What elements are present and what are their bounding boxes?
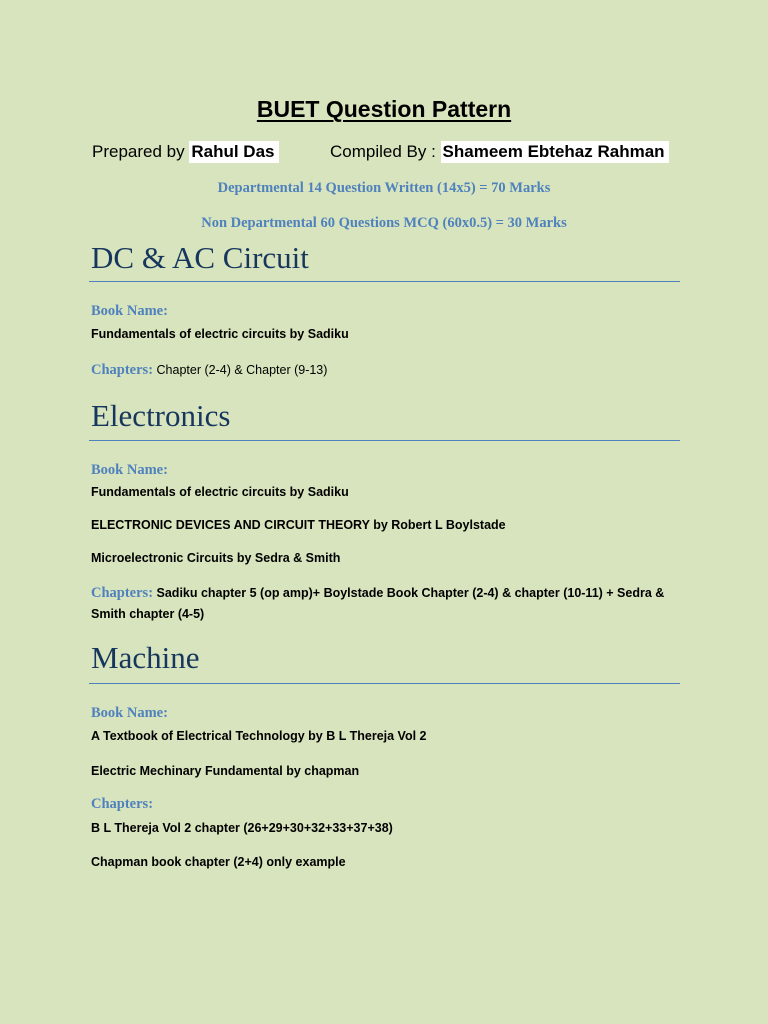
section-heading-electronics: Electronics [91, 398, 231, 433]
section-heading-dc-ac-circuit: DC & AC Circuit [91, 240, 309, 275]
book-item: Fundamentals of electric circuits by Sadiku [91, 485, 349, 499]
chapters-value: Chapter (2-4) & Chapter (9-13) [156, 363, 328, 377]
book-name-label: Book Name: [91, 705, 168, 721]
chapter-item: B L Thereja Vol 2 chapter (26+29+30+32+33+37+38) [91, 821, 393, 835]
chapter-item: Chapman book chapter (2+4) only example [91, 855, 346, 869]
section-divider [89, 683, 680, 684]
chapters-line [91, 583, 671, 625]
credits-line [92, 142, 669, 162]
section-divider [89, 440, 680, 441]
page-title: BUET Question Pattern [256, 96, 512, 122]
prepared-by-label: Prepared by [92, 142, 185, 161]
book-name-label: Book Name: [91, 462, 168, 478]
section-heading-machine: Machine [91, 640, 200, 675]
chapters-label: Chapters: [91, 585, 154, 601]
book-item: Fundamentals of electric circuits by Sadiku [91, 327, 349, 341]
prepared-by-name: Rahul Das [189, 141, 278, 163]
book-item: A Textbook of Electrical Technology by B L Thereja Vol 2 [91, 729, 427, 743]
chapters-value: Sadiku chapter 5 (op amp)+ Boylstade Book Chapter (2-4) & chapter (10-11) + Sedra & Smith chapter (4-5) [91, 586, 665, 621]
non-departmental-marks: Non Departmental 60 Questions MCQ (60x0.5) = 30 Marks [201, 215, 567, 231]
chapters-label: Chapters: [91, 796, 154, 812]
book-item: ELECTRONIC DEVICES AND CIRCUIT THEORY by Robert L Boylstade [91, 518, 506, 532]
book-name-label: Book Name: [91, 303, 168, 319]
book-item: Microelectronic Circuits by Sedra & Smith [91, 551, 341, 565]
compiled-by-label: Compiled By : [329, 142, 436, 161]
section-divider [89, 281, 680, 282]
book-item: Electric Mechinary Fundamental by chapman [91, 764, 360, 778]
chapters-label: Chapters: [91, 362, 154, 378]
departmental-marks: Departmental 14 Question Written (14x5) = 70 Marks [217, 180, 551, 196]
chapters-line [91, 362, 327, 379]
compiled-by-name: Shameem Ebtehaz Rahman [441, 141, 669, 163]
